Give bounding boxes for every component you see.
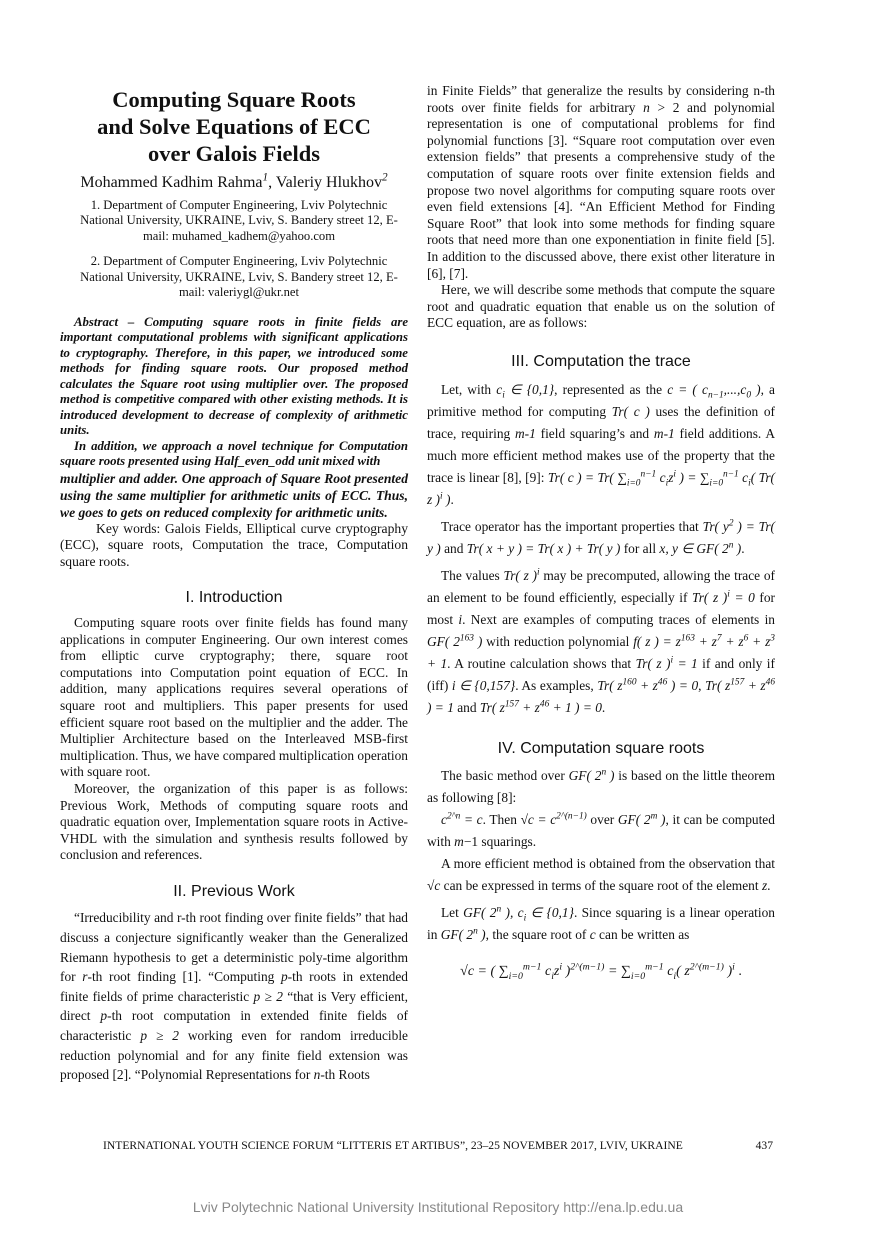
math-fragment: + z: [748, 633, 771, 649]
math-fragment: 2: [382, 171, 388, 184]
math-fragment: 46: [539, 699, 550, 710]
paragraph: Moreover, the organization of this paper is as follows: Previous Work, Methods of computing square roots and quadratic equation over, Implementation square roots in Active-VHDL with the simulation and synthesis results followed by conclusion and references.: [60, 780, 408, 863]
math-fragment: ( z: [676, 964, 690, 980]
abstract-paragraph: Abstract – Computing square roots in finite fields are important computational problems with significant applications to cryptography. Therefore, in this paper, we introduced some methods for finding square roots. Our proposed method calculates the Square root using multiplier over. The proposed method is competitive compared with other existing methods. It is introduced development to decrease of complexity of arithmetic units.: [60, 314, 408, 438]
math-fragment: GF( 2: [440, 927, 474, 943]
abstract-paragraph: multiplier and adder. One approach of Square Root presented using the same multiplier for arithmetic units of ECC. Thus, we goes to gets on reduced complexity for arithmetic units.: [60, 470, 408, 520]
math-fragment: i: [748, 478, 751, 489]
math-fragment: m−1: [522, 961, 542, 973]
math-fragment: c = ( c: [667, 381, 708, 397]
math-fragment: ), c: [501, 905, 524, 921]
paragraph: The basic method over GF( 2$^n$ ) is based on the little theorem as following [8]:: [427, 767, 775, 806]
math-fragment: Tr( z: [705, 677, 731, 693]
math-fragment: 2^(m−1): [689, 961, 724, 973]
math-fragment: GF( 2: [617, 812, 651, 828]
math-fragment: z: [668, 469, 674, 485]
math-fragment: 7: [716, 633, 722, 644]
math-fragment: ): [477, 927, 486, 943]
right-column: [427, 83, 775, 987]
math-fragment: i: [732, 961, 735, 973]
paragraph: Computing square roots over finite fields has found many applications in computer Engineering. Our own interest comes from elliptic curve cryptography; there, square root computations into Computation point equation of ECC. In addition, many applications requires several operations of square root and multipliers. This paper presents for used efficient square root based on the multiplier and the adder. The Multiplier Architecture based on the Interleaved MSB-first multiplication. Thus, we have compared multiplication operation with square root.: [60, 614, 408, 780]
math-fragment: GF( 2: [427, 633, 460, 649]
title-line: and Solve Equations of ECC: [97, 114, 371, 139]
paper-title: [60, 86, 408, 167]
math-fragment: 2^n: [446, 811, 461, 822]
title-line: Computing Square Roots: [112, 87, 356, 112]
abstract: [60, 315, 408, 470]
math-fragment: i: [559, 961, 563, 973]
math-fragment: i: [727, 589, 730, 600]
math-fragment: i=0: [626, 478, 641, 489]
math-fragment: ( Tr( z ): [427, 469, 776, 507]
math-fragment: p: [100, 1008, 108, 1024]
math-fragment: i: [502, 390, 505, 401]
left-column: [60, 86, 408, 1085]
math-fragment: m: [454, 834, 464, 850]
paragraph: Let, with $c_i$ ∈ {0,1}, represented as the c = ( $c_{n-1},...,c_0$ ), a primitive method for computing Tr( c ) uses the definition of trace, requiring m-1 field squaring’s and m-1 field additions. A much more efficient method makes use of the property that the trace is linear [8], [9]: Tr( c ) = Tr( $\sum_{i=0}^{n-1}$ $c_iz^i$ ) = $\sum_{i=0}^{n-1}$ $c_i$( Tr( z )$^i$ ).: [427, 381, 776, 507]
math-fragment: ): [751, 381, 761, 397]
math-fragment: i=0: [508, 970, 523, 982]
math-fragment: n: [728, 540, 734, 551]
paragraph: $c^{2\^{}n} = c$. Then $√c = c^{2\^{}(n-1)}$ over GF( 2$^m$ ), it can be computed with m−1 squarings.: [427, 811, 775, 850]
math-fragment: i: [665, 478, 669, 489]
math-fragment: m−1: [645, 961, 664, 973]
math-fragment: ) = 0: [667, 677, 699, 693]
math-fragment: Tr( c ): [611, 403, 650, 419]
math-fragment: p ≥ 2: [140, 1028, 179, 1044]
paragraph: A more efficient method is obtained from the observation that √c can be expressed in terms of the square root of the element z.: [427, 856, 775, 894]
equation: √c = ( $\sum_{i=0}^{m-1}$ $c_iz^i$ )$^{2\^{}(m-1)} = \sum_{i=0}^{m-1}$ $c_i$( $z^{2\^{}(m-1)}$ )$^i$ .: [460, 961, 742, 982]
math-fragment: + 1: [427, 655, 448, 671]
repository-link[interactable]: Lviv Polytechnic National University Institutional Repository http://ena.lp.edu.ua: [192, 1199, 684, 1215]
math-fragment: Tr( x + y ) = Tr( x ) + Tr( y ): [466, 540, 621, 556]
math-fragment: + z: [744, 677, 766, 693]
math-fragment: i: [551, 970, 554, 982]
page-footer: [103, 1139, 773, 1152]
keywords: Key words: Galois Fields, Elliptical curve cryptography (ECC), square roots, Computation the trace, Computation square roots.: [60, 520, 408, 569]
math-fragment: n: [643, 99, 650, 115]
math-fragment: n−1: [640, 469, 657, 480]
math-fragment: Tr( z ): [692, 589, 728, 605]
math-fragment: + z: [721, 633, 744, 649]
math-fragment: Tr( z ): [503, 567, 537, 583]
math-fragment: 1: [262, 171, 269, 184]
page-number: 437: [755, 1139, 773, 1152]
math-fragment: = 0: [729, 589, 755, 605]
math-fragment: ) = 1: [427, 699, 454, 715]
math-fragment: 2^(m−1): [570, 961, 605, 973]
math-fragment: p: [280, 969, 288, 985]
math-fragment: r: [82, 969, 88, 985]
section-heading-square-roots: IV. Computation square roots: [497, 739, 705, 757]
math-fragment: ): [442, 491, 451, 507]
math-fragment: z: [761, 878, 768, 894]
math-fragment: n: [496, 904, 502, 915]
math-fragment: 163: [459, 633, 474, 644]
paragraph: in Finite Fields” that generalize the results by considering n-th roots over finite fields for arbitrary n > 2 and polynomial representation is one of computational problems for find polynomial functions [3]. “Square root computation over even extension fields” that presents a comprehensive study of the computation of square roots over finite extension fields and propose two novel algorithms for computing square roots over even field extensions [4]. “An Efficient Method for Finding Square Root” that look into some methods for finding square roots that need more than one exponentiation in finite field [5]. In addition to the discussed above, there exist other literature in [6], [7].: [427, 83, 776, 281]
math-fragment: 3: [770, 633, 775, 644]
math-fragment: n: [313, 1067, 321, 1083]
math-fragment: 2^(n−1): [556, 811, 587, 822]
math-fragment: i: [440, 491, 443, 502]
math-fragment: + z: [694, 633, 717, 649]
section-heading-introduction: I. Introduction: [185, 589, 283, 607]
math-fragment: i: [458, 611, 463, 627]
math-fragment: Tr( z ): [635, 655, 671, 671]
paragraph: “Irreducibility and r-th root finding over finite fields” that had discuss a conjecture significantly weaker than the Generalized Riemann hypothesis to get a deterministic poly-time algorithm for r-th root finding [1]. “Computing p-th roots in extended finite fields of prime characteristic p ≥ 2 “that is Very efficient, direct p-th root computation in extended finite fields of characteristic p ≥ 2 working even for random irreducible reduction polynomial and for any finite field extension was proposed [2]. “Polynomial Representations for n-th Roots: [60, 910, 409, 1083]
math-fragment: ,...,c: [723, 381, 747, 397]
math-fragment: i ∈ {0,157}: [451, 677, 516, 693]
math-fragment: GF( 2: [463, 905, 497, 921]
math-fragment: ): [657, 812, 666, 828]
math-fragment: c: [738, 469, 749, 485]
math-fragment: + z: [518, 699, 540, 715]
math-fragment: ): [606, 768, 615, 784]
math-fragment: + z: [636, 677, 658, 693]
math-fragment: 46: [657, 677, 668, 688]
math-fragment: z: [553, 964, 560, 980]
math-fragment: n−1: [723, 469, 739, 480]
affiliation-2: 2. Department of Computer Engineering, Lviv Polytechnic National University, UKRAINE, Lviv, S. Bandery street 12, E-mail: valeriygl@ukr.net: [80, 254, 398, 300]
math-fragment: ∈ {0,1}: [504, 381, 555, 397]
paragraph: Let GF( 2$^n$ ), $c_i$ ∈ {0,1}. Since squaring is a linear operation in GF( 2$^n$ ), the square root of c can be written as: [427, 904, 775, 943]
math-fragment: Tr( z: [479, 699, 505, 715]
math-fragment: m: [650, 811, 658, 822]
title-line: over Galois Fields: [147, 141, 321, 166]
math-fragment: GF( 2: [568, 768, 602, 784]
affiliation-1: 1. Department of Computer Engineering, Lviv Polytechnic National University, UKRAINE, Lviv, S. Bandery street 12, E-mail: muhamed_kadhem@yahoo.com: [80, 197, 398, 243]
math-fragment: + 1 ) = 0: [549, 699, 602, 715]
paragraph: Here, we will describe some methods that compute the square root and quadratic equation that enable us on the solution of ECC equation, are as follows:: [427, 282, 775, 331]
math-fragment: c: [663, 964, 674, 980]
math-fragment: = c: [460, 812, 483, 828]
math-fragment: Tr( z: [597, 677, 623, 693]
math-fragment: c: [589, 927, 596, 943]
math-fragment: = ∑: [604, 964, 631, 980]
math-fragment: i=0: [630, 970, 646, 982]
math-fragment: 6: [743, 633, 749, 644]
math-fragment: c: [496, 381, 503, 397]
math-fragment: i: [673, 469, 677, 480]
math-fragment: 2: [728, 518, 734, 529]
math-fragment: 157: [504, 699, 519, 710]
math-fragment: i: [670, 655, 674, 666]
math-fragment: i: [673, 970, 677, 982]
math-fragment: 0: [746, 390, 752, 401]
math-fragment: √c: [427, 878, 441, 894]
math-fragment: i=0: [709, 478, 724, 489]
math-fragment: 157: [730, 677, 745, 688]
math-fragment: i: [536, 567, 540, 578]
math-fragment: i: [523, 913, 527, 924]
footer-text: INTERNATIONAL YOUTH SCIENCE FORUM “LITTERIS ET ARTIBUS”, 23–25 NOVEMBER 2017, LVIV, UKRAINE: [103, 1139, 683, 1152]
section-heading-previous-work: II. Previous Work: [173, 882, 295, 900]
math-fragment: ) = Tr( y ): [427, 518, 775, 556]
math-fragment: √c = c: [520, 812, 557, 828]
math-fragment: f( z ) = z: [633, 633, 681, 649]
math-fragment: ∈ {0,1}: [526, 905, 574, 921]
math-fragment: c: [656, 469, 666, 485]
math-fragment: c: [541, 964, 552, 980]
authors: Mohammed Kadhim Rahma$^1$, Valeriy Hlukhov$^2$: [80, 171, 388, 191]
math-fragment: 160: [622, 677, 637, 688]
math-fragment: x, y ∈ GF( 2: [659, 540, 729, 556]
math-fragment: ): [723, 964, 733, 980]
math-fragment: c: [441, 812, 447, 828]
math-fragment: n: [473, 926, 478, 937]
math-fragment: Tr( y: [702, 518, 729, 534]
math-fragment: p ≥ 2: [253, 988, 283, 1004]
math-fragment: ): [473, 633, 483, 649]
math-fragment: = 1: [673, 655, 698, 671]
math-fragment: √c = ( ∑: [460, 964, 509, 980]
math-fragment: 163: [680, 633, 695, 644]
math-fragment: m-1: [515, 425, 536, 441]
math-fragment: m-1: [653, 425, 675, 441]
math-fragment: ) = ∑: [676, 469, 710, 485]
math-fragment: n: [601, 767, 607, 778]
section-heading-trace: III. Computation the trace: [511, 352, 691, 370]
math-fragment: 46: [765, 677, 776, 688]
math-fragment: ): [562, 964, 571, 980]
paragraph: The values Tr( z )$^i$ may be precomputed, allowing the trace of an element to be found efficiently, especially if Tr( z )$^i$ = 0 for most i. Next are examples of computing traces of elements in GF( $2^{163}$ ) with reduction polynomial f( z ) = $z^{163} + z^7 + z^6 + z^3 + 1$. A routine calculation shows that Tr( z )$^i$ = 1 if and only if (iff) i ∈ {0,157}. As examples, Tr( $z^{160} + z^{46}$ ) = 0, Tr( $z^{157} + z^{46}$ ) = 1 and Tr( $z^{157} + z^{46} + 1$ ) = 0.: [427, 567, 776, 715]
math-fragment: Tr( c ) = Tr( ∑: [547, 469, 627, 485]
paragraph: Trace operator has the important properties that Tr( $y^2$ ) = Tr( y ) and Tr( x + y ) = Tr( x ) + Tr( y ) for all x, y ∈ GF( 2$^n$ ).: [427, 518, 775, 556]
math-fragment: n−1: [707, 390, 724, 401]
abstract-paragraph: In addition, we approach a novel technique for Computation square roots presented using Half_even_odd unit mixed with: [60, 438, 408, 469]
math-fragment: ): [733, 540, 742, 556]
